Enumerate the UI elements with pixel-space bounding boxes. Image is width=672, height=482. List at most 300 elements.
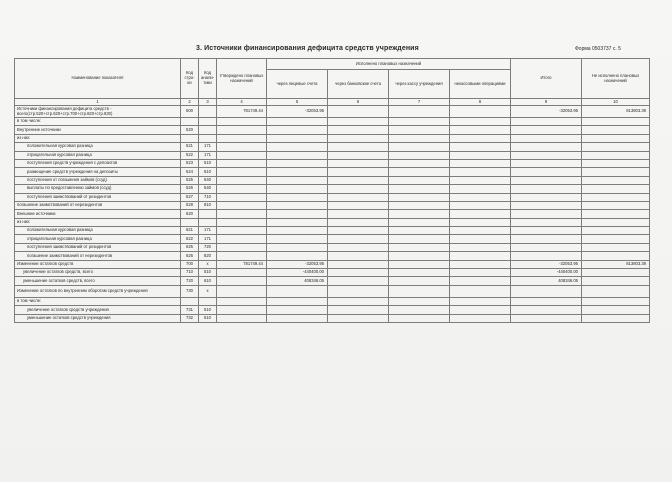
cell-name: уменьшение остатков средств учреждения	[15, 314, 181, 322]
cell-name: выплаты по предоставлению займов (ссуд)	[15, 185, 181, 193]
cell-cash	[389, 218, 450, 226]
cell-total	[511, 218, 582, 226]
cell-noncash	[450, 185, 511, 193]
cell-analytic: 610	[199, 314, 217, 322]
cell-analytic: 720	[199, 243, 217, 251]
column-number: 6	[328, 99, 389, 106]
table-row	[15, 176, 650, 184]
cell-cash	[389, 260, 450, 268]
table-row	[15, 168, 650, 176]
cell-not-executed	[582, 201, 650, 209]
cell-total	[511, 252, 582, 260]
cell-not-executed	[582, 243, 650, 251]
table-row	[15, 201, 650, 209]
cell-analytic: 171	[199, 151, 217, 159]
table-row	[15, 277, 650, 285]
table-row	[15, 235, 650, 243]
cell-analytic: 710	[199, 193, 217, 201]
cell-accounts	[267, 218, 328, 226]
cell-cash	[389, 314, 450, 322]
cell-accounts	[267, 168, 328, 176]
cell-bank	[328, 277, 389, 285]
cell-noncash	[450, 176, 511, 184]
cell-accounts	[267, 134, 328, 142]
cell-accounts	[267, 118, 328, 126]
cell-noncash	[450, 243, 511, 251]
cell-not-executed	[582, 314, 650, 322]
cell-accounts	[267, 243, 328, 251]
cell-approved	[217, 185, 267, 193]
cell-analytic: 610	[199, 168, 217, 176]
cell-bank	[328, 159, 389, 167]
cell-code: 500	[181, 106, 199, 118]
cell-name: уменьшение остатков средств, всего	[15, 277, 181, 285]
cell-approved	[217, 210, 267, 218]
cell-approved	[217, 126, 267, 134]
table-row	[15, 185, 650, 193]
cell-noncash	[450, 159, 511, 167]
cell-code	[181, 218, 199, 226]
cell-analytic	[199, 210, 217, 218]
cell-code: 524	[181, 168, 199, 176]
cell-total	[511, 143, 582, 151]
cell-approved	[217, 306, 267, 314]
cell-code: 620	[181, 210, 199, 218]
cell-total	[511, 159, 582, 167]
cell-name: увеличение остатков средств учреждения	[15, 306, 181, 314]
cell-name: отрицательная курсовая разница	[15, 151, 181, 159]
cell-code: 522	[181, 151, 199, 159]
cell-code: 700	[181, 260, 199, 268]
cell-total	[511, 297, 582, 305]
cell-analytic: 610	[199, 277, 217, 285]
header-analytic-code: Код анали-тики	[199, 59, 217, 99]
cell-analytic: 510	[199, 159, 217, 167]
column-number: 4	[217, 99, 267, 106]
cell-bank	[328, 235, 389, 243]
cell-approved	[217, 297, 267, 305]
cell-total	[511, 210, 582, 218]
cell-bank	[328, 201, 389, 209]
cell-bank	[328, 314, 389, 322]
cell-approved	[217, 118, 267, 126]
cell-total	[511, 306, 582, 314]
table-row	[15, 126, 650, 134]
cell-approved	[217, 176, 267, 184]
cell-name: размещение средств учреждения на депозиты	[15, 168, 181, 176]
table-row	[15, 143, 650, 151]
cell-noncash	[450, 252, 511, 260]
cell-analytic: 810	[199, 201, 217, 209]
cell-accounts	[267, 201, 328, 209]
cell-not-executed	[582, 134, 650, 142]
column-number-row	[15, 99, 650, 106]
cell-accounts	[267, 235, 328, 243]
cell-cash	[389, 126, 450, 134]
cell-approved	[217, 201, 267, 209]
table-row	[15, 159, 650, 167]
cell-analytic	[199, 134, 217, 142]
header-total: Итого	[511, 59, 582, 99]
cell-not-executed	[582, 306, 650, 314]
cell-cash	[389, 134, 450, 142]
cell-approved	[217, 143, 267, 151]
cell-not-executed	[582, 185, 650, 193]
cell-accounts	[267, 159, 328, 167]
cell-accounts	[267, 285, 328, 297]
cell-cash	[389, 243, 450, 251]
cell-code: 526	[181, 185, 199, 193]
cell-code	[181, 297, 199, 305]
cell-total	[511, 185, 582, 193]
cell-approved	[217, 314, 267, 322]
cell-accounts	[267, 314, 328, 322]
cell-bank	[328, 285, 389, 297]
cell-analytic: 820	[199, 252, 217, 260]
cell-accounts: -32053.95	[267, 260, 328, 268]
cell-bank	[328, 269, 389, 277]
cell-not-executed	[582, 118, 650, 126]
cell-cash	[389, 201, 450, 209]
cell-approved	[217, 193, 267, 201]
cell-approved	[217, 269, 267, 277]
cell-not-executed	[582, 227, 650, 235]
cell-not-executed	[582, 159, 650, 167]
cell-name: Изменение остатков по внутренним оборотам средств учреждения	[15, 285, 181, 297]
cell-bank	[328, 227, 389, 235]
cell-accounts	[267, 151, 328, 159]
cell-code: 527	[181, 193, 199, 201]
cell-accounts	[267, 306, 328, 314]
cell-total	[511, 126, 582, 134]
cell-code: 720	[181, 277, 199, 285]
cell-cash	[389, 235, 450, 243]
cell-bank	[328, 185, 389, 193]
cell-approved: 781749.44	[217, 106, 267, 118]
cell-analytic: 171	[199, 227, 217, 235]
header-not-executed: Не исполнено плановых назначений	[582, 59, 650, 99]
cell-cash	[389, 143, 450, 151]
cell-cash	[389, 176, 450, 184]
cell-analytic	[199, 297, 217, 305]
cell-not-executed	[582, 143, 650, 151]
cell-code	[181, 134, 199, 142]
cell-bank	[328, 134, 389, 142]
cell-noncash	[450, 134, 511, 142]
cell-cash	[389, 285, 450, 297]
section-title: 3. Источники финансирования дефицита средств учреждения	[196, 45, 419, 52]
cell-code: 621	[181, 227, 199, 235]
cell-analytic: 540	[199, 185, 217, 193]
header-execution-group: Исполнено плановых назначений	[267, 59, 511, 70]
cell-bank	[328, 243, 389, 251]
cell-bank	[328, 260, 389, 268]
cell-accounts	[267, 126, 328, 134]
cell-approved	[217, 235, 267, 243]
cell-noncash	[450, 235, 511, 243]
cell-analytic: x	[199, 260, 217, 268]
cell-not-executed	[582, 126, 650, 134]
cell-code: 732	[181, 314, 199, 322]
cell-not-executed	[582, 277, 650, 285]
cell-name: из них:	[15, 134, 181, 142]
cell-approved	[217, 151, 267, 159]
cell-name: в том числе:	[15, 297, 181, 305]
cell-noncash	[450, 210, 511, 218]
cell-cash	[389, 168, 450, 176]
cell-accounts	[267, 210, 328, 218]
header-non-cash: некассовыми операциями	[450, 70, 511, 99]
cell-analytic: 171	[199, 143, 217, 151]
cell-bank	[328, 106, 389, 118]
cell-cash	[389, 252, 450, 260]
cell-name: поступления от погашения займов (ссуд)	[15, 176, 181, 184]
table-row	[15, 285, 650, 297]
cell-code: 521	[181, 143, 199, 151]
cell-total	[511, 227, 582, 235]
cell-not-executed: 813803.39	[582, 260, 650, 268]
column-number: 3	[199, 99, 217, 106]
cell-total: -32053.95	[511, 106, 582, 118]
cell-total	[511, 176, 582, 184]
cell-name: погашение заимствований от нерезидентов	[15, 252, 181, 260]
cell-noncash	[450, 285, 511, 297]
cell-name: в том числе:	[15, 118, 181, 126]
table-body	[15, 106, 650, 323]
header-via-accounts: через лицевые счета	[267, 70, 328, 99]
cell-not-executed	[582, 168, 650, 176]
cell-analytic	[199, 218, 217, 226]
cell-bank	[328, 168, 389, 176]
cell-name: отрицательная курсовая разница	[15, 235, 181, 243]
cell-approved: 781749.44	[217, 260, 267, 268]
cell-total: 408346.05	[511, 277, 582, 285]
cell-noncash	[450, 218, 511, 226]
cell-approved	[217, 243, 267, 251]
cell-code: 626	[181, 252, 199, 260]
table-row	[15, 106, 650, 118]
column-number: 10	[582, 99, 650, 106]
cell-noncash	[450, 106, 511, 118]
column-number: 2	[181, 99, 199, 106]
cell-code: 730	[181, 285, 199, 297]
cell-cash	[389, 106, 450, 118]
cell-cash	[389, 306, 450, 314]
cell-code: 625	[181, 243, 199, 251]
cell-approved	[217, 285, 267, 297]
cell-accounts	[267, 252, 328, 260]
cell-name: положительная курсовая разница	[15, 227, 181, 235]
column-number: 1	[15, 99, 181, 106]
cell-total: -32053.95	[511, 260, 582, 268]
table-row	[15, 151, 650, 159]
cell-total	[511, 118, 582, 126]
cell-noncash	[450, 306, 511, 314]
table-row	[15, 260, 650, 268]
cell-not-executed	[582, 297, 650, 305]
cell-total	[511, 314, 582, 322]
cell-cash	[389, 227, 450, 235]
cell-code: 520	[181, 126, 199, 134]
cell-code: 525	[181, 176, 199, 184]
cell-code: 528	[181, 201, 199, 209]
cell-name: поступления заимствований от резидентов	[15, 193, 181, 201]
cell-analytic: 510	[199, 269, 217, 277]
cell-approved	[217, 252, 267, 260]
cell-not-executed	[582, 252, 650, 260]
cell-name: поступления заимствований от резидентов	[15, 243, 181, 251]
cell-name: поступления средств учреждения с депозитов	[15, 159, 181, 167]
cell-accounts	[267, 143, 328, 151]
cell-noncash	[450, 277, 511, 285]
header-approved: Утверждено плановых назначений	[217, 59, 267, 99]
cell-not-executed	[582, 235, 650, 243]
cell-total	[511, 201, 582, 209]
cell-name: Источники финансирования дефицита средств - всего(стр.520+стр.620+стр.700+стр.820+стр.830)	[15, 106, 181, 118]
cell-not-executed	[582, 210, 650, 218]
cell-noncash	[450, 126, 511, 134]
cell-bank	[328, 143, 389, 151]
cell-name: увеличение остатков средств, всего	[15, 269, 181, 277]
cell-analytic: 171	[199, 235, 217, 243]
cell-bank	[328, 193, 389, 201]
cell-accounts	[267, 193, 328, 201]
cell-bank	[328, 151, 389, 159]
cell-cash	[389, 159, 450, 167]
cell-cash	[389, 193, 450, 201]
cell-cash	[389, 297, 450, 305]
column-number: 5	[267, 99, 328, 106]
cell-not-executed	[582, 269, 650, 277]
cell-accounts: -32053.95	[267, 106, 328, 118]
cell-name: положительная курсовая разница	[15, 143, 181, 151]
financing-sources-table	[14, 58, 650, 323]
cell-cash	[389, 185, 450, 193]
table-row	[15, 218, 650, 226]
cell-cash	[389, 151, 450, 159]
cell-accounts	[267, 176, 328, 184]
cell-not-executed	[582, 176, 650, 184]
table-row	[15, 118, 650, 126]
cell-not-executed	[582, 285, 650, 297]
cell-total	[511, 193, 582, 201]
cell-noncash	[450, 168, 511, 176]
cell-not-executed: 813803.39	[582, 106, 650, 118]
cell-not-executed	[582, 218, 650, 226]
cell-noncash	[450, 314, 511, 322]
cell-approved	[217, 159, 267, 167]
cell-name: Внутренние источники	[15, 126, 181, 134]
cell-total	[511, 243, 582, 251]
cell-approved	[217, 277, 267, 285]
table-row	[15, 297, 650, 305]
cell-noncash	[450, 118, 511, 126]
cell-bank	[328, 306, 389, 314]
table-row	[15, 210, 650, 218]
cell-bank	[328, 118, 389, 126]
cell-noncash	[450, 151, 511, 159]
cell-analytic: 510	[199, 306, 217, 314]
cell-noncash	[450, 269, 511, 277]
cell-analytic	[199, 106, 217, 118]
form-code: Форма 0503737 с. 5	[575, 46, 621, 52]
cell-cash	[389, 277, 450, 285]
cell-total	[511, 168, 582, 176]
cell-approved	[217, 218, 267, 226]
cell-accounts: 408346.05	[267, 277, 328, 285]
cell-noncash	[450, 260, 511, 268]
cell-name: погашение заимствований от нерезидентов	[15, 201, 181, 209]
cell-cash	[389, 210, 450, 218]
table-row	[15, 252, 650, 260]
cell-accounts	[267, 185, 328, 193]
cell-noncash	[450, 297, 511, 305]
header-name: Наименование показателя	[15, 59, 181, 99]
cell-cash	[389, 118, 450, 126]
cell-bank	[328, 176, 389, 184]
cell-code	[181, 118, 199, 126]
column-number: 7	[389, 99, 450, 106]
cell-not-executed	[582, 151, 650, 159]
cell-noncash	[450, 201, 511, 209]
cell-code: 622	[181, 235, 199, 243]
header-via-cash: через кассу учреждения	[389, 70, 450, 99]
cell-total	[511, 285, 582, 297]
cell-noncash	[450, 227, 511, 235]
cell-code: 710	[181, 269, 199, 277]
cell-approved	[217, 168, 267, 176]
cell-name: Внешние источники	[15, 210, 181, 218]
table-row	[15, 227, 650, 235]
column-number: 9	[511, 99, 582, 106]
cell-code: 731	[181, 306, 199, 314]
cell-accounts	[267, 297, 328, 305]
cell-accounts: -440400.00	[267, 269, 328, 277]
table-row	[15, 134, 650, 142]
table-row	[15, 269, 650, 277]
cell-bank	[328, 126, 389, 134]
table-row	[15, 314, 650, 322]
cell-total	[511, 151, 582, 159]
table-row	[15, 306, 650, 314]
cell-name: из них:	[15, 218, 181, 226]
cell-noncash	[450, 193, 511, 201]
cell-bank	[328, 252, 389, 260]
cell-bank	[328, 218, 389, 226]
table-row	[15, 243, 650, 251]
cell-analytic: 640	[199, 176, 217, 184]
cell-total	[511, 235, 582, 243]
cell-accounts	[267, 227, 328, 235]
cell-noncash	[450, 143, 511, 151]
column-number: 8	[450, 99, 511, 106]
table-row	[15, 193, 650, 201]
cell-analytic	[199, 126, 217, 134]
cell-analytic: x	[199, 285, 217, 297]
cell-total	[511, 134, 582, 142]
cell-approved	[217, 227, 267, 235]
cell-code: 523	[181, 159, 199, 167]
cell-not-executed	[582, 193, 650, 201]
cell-bank	[328, 297, 389, 305]
cell-name: Изменение остатков средств	[15, 260, 181, 268]
cell-analytic	[199, 118, 217, 126]
header-via-bank: через банковские счета	[328, 70, 389, 99]
cell-bank	[328, 210, 389, 218]
cell-total: -440400.00	[511, 269, 582, 277]
cell-cash	[389, 269, 450, 277]
cell-approved	[217, 134, 267, 142]
